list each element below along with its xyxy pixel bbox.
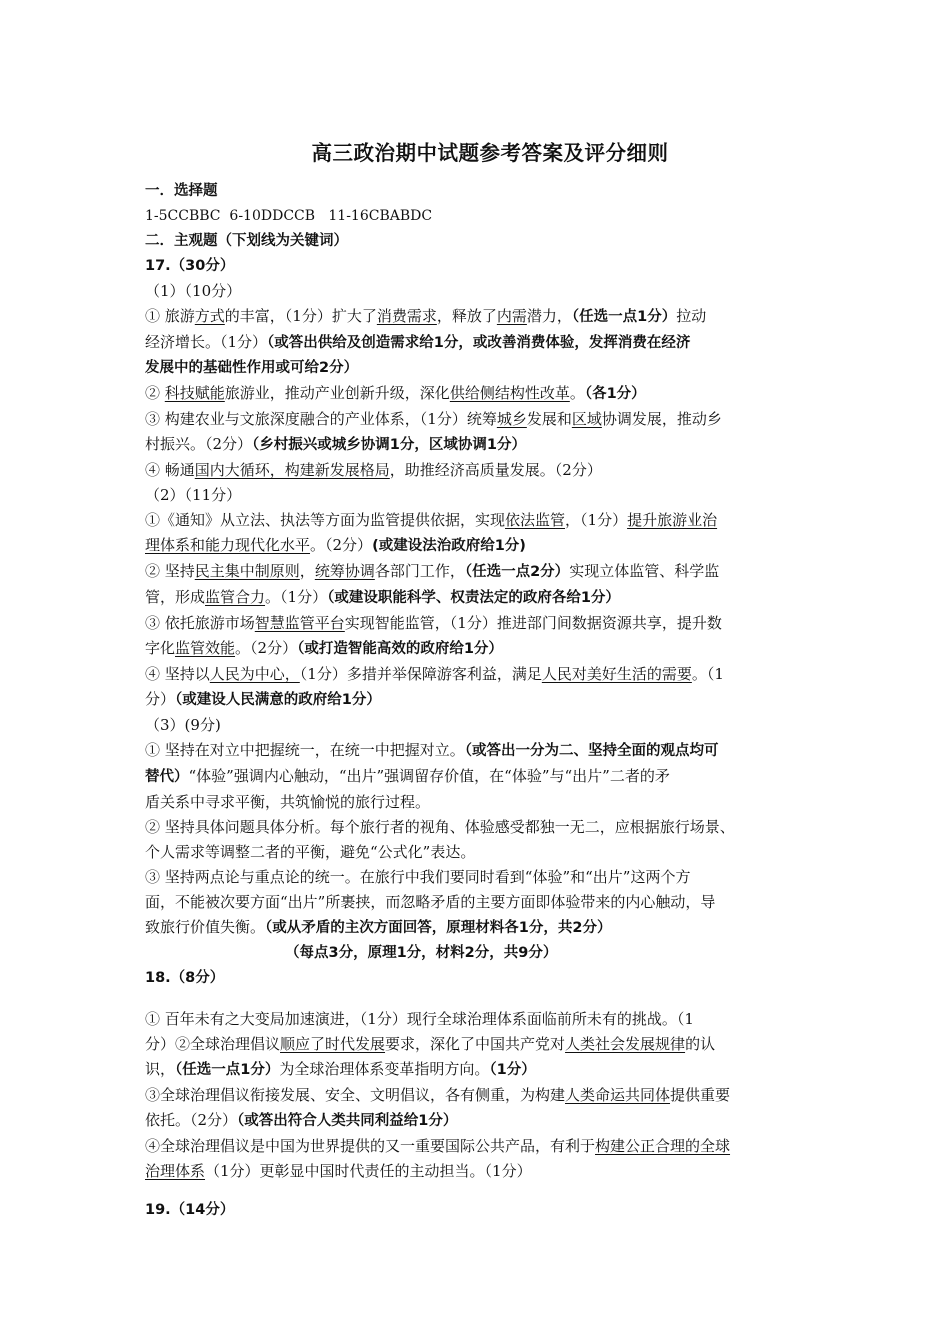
text: 。 [569,384,585,402]
keyword: 智慧监管平台 [254,614,345,632]
text: ① 旅游 [145,307,195,325]
q18-item3 [145,1134,805,1184]
text: 实现智能监管，（1分）推进部门间数据资源共享，提升数 [344,614,722,632]
text: ② 坚持 [145,562,195,580]
text: 盾关系中寻求平衡，共筑愉悦的旅行过程。 [145,793,431,811]
text: 拉动 [676,307,707,325]
spacer [145,991,805,1007]
text: （1分）更彰显中国时代责任的主动担当。（1分） [205,1162,532,1180]
text: ② [145,384,165,402]
keyword: 人类社会发展规律 [565,1035,686,1053]
text: 发展和 [526,410,572,428]
q17-part3-summary: （每点3分，原理1分，材料2分，共9分） [285,945,558,961]
scoring-note: （或从矛盾的主次方面回答，原理材料各1分，共2分） [265,920,612,936]
text: 面，不能被次要方面“出片”所裹挟，而忽略矛盾的主要方面即体验带来的内心触动，导 [145,893,716,911]
q19-heading: 19.（14分） [145,1202,235,1218]
q17-p3-item1 [145,738,805,815]
keyword: 城乡 [496,410,527,428]
text: ③ 依托旅游市场 [145,614,255,632]
text: 。（2分） [235,639,298,657]
keyword: 监管合力 [205,588,266,606]
keyword: 理体系和能力现代化水平 [145,536,311,554]
text: ，（1分） [565,511,628,529]
section-2-heading: 二．主观题（下划线为关键词） [145,233,348,249]
text: 识， [145,1060,176,1078]
scoring-note: 替代） [145,769,189,785]
text: 。（2分） [310,536,373,554]
keyword: 人民对美好生活的需要 [541,665,692,683]
text: ， [299,562,315,580]
keyword: 治理体系 [145,1162,206,1180]
text: 。（1 [691,665,724,683]
text: ③ 坚持两点论与重点论的统一。在旅行中我们要同时看到“体验”和“出片”这两个方 [145,868,691,886]
q17-p2-item2 [145,559,805,611]
text: 协调发展，推动乡 [601,410,722,428]
q17-p2-item1 [145,508,805,559]
q17-p3-item3 [145,865,805,941]
text: 分） [145,690,176,708]
text: ① 坚持在对立中把握统一，在统一中把握对立。 [145,741,465,759]
keyword: 监管效能 [175,639,236,657]
keyword: 国内大循环，构建新发展格局 [194,461,390,479]
scoring-note: （或答出一分为二、坚持全面的观点均可 [464,743,719,759]
scoring-note: （任选一点1分） [571,309,677,325]
text: ①《通知》从立法、执法等方面为监管提供依据，实现 [145,511,506,529]
text: 经济增长。（1分） [145,333,268,351]
q17-p3-item2 [145,815,805,865]
keyword: 方式 [194,307,225,325]
text: ③全球治理倡议衔接发展、安全、文明倡议，各有侧重，为构建 [145,1086,566,1104]
text: “体验”强调内心触动，“出片”强调留存价值，在“体验”与“出片”二者的矛 [188,767,670,785]
keyword: 构建公正合理的全球 [595,1137,731,1155]
keyword: 依法监管 [505,511,566,529]
text: 致旅行价值失衡。 [145,918,266,936]
keyword: 提升旅游业治 [627,511,718,529]
page-title: 高三政治期中试题参考答案及评分细则 [311,141,669,165]
text: ，助推经济高质量发展。（2分） [389,461,602,479]
text: ④ 畅通 [145,461,195,479]
scoring-note: （或打造智能高效的政府给1分） [297,641,503,657]
q18-item1 [145,1007,805,1083]
text: ④ 坚持以 [145,665,210,683]
q17-part3-label: （3）(9分) [145,716,221,734]
scoring-note: 发展中的基础性作用或可给2分） [145,360,359,376]
text: 管，形成 [145,588,206,606]
q17-p1-item1 [145,304,805,381]
text: ② 坚持具体问题具体分析。每个旅行者的视角、体验感受都独一无二，应根据旅行场景、 [145,818,735,836]
keyword: 内需 [496,307,527,325]
q18-heading: 18.（8分） [145,970,225,986]
text: 实现立体监管、科学监 [569,562,720,580]
scoring-note: (或建设法治政府给1分) [372,538,526,554]
text: 。（1分） [265,588,328,606]
keyword: 顺应了时代发展 [280,1035,386,1053]
text: 的认 [685,1035,716,1053]
text: 的丰富，（1分）扩大了 [224,307,377,325]
text: 要求，深化了中国共产党对 [385,1035,566,1053]
keyword: 民主集中制原则 [194,562,300,580]
text: 依托。（2分） [145,1111,238,1129]
keyword: 人民为中心， [209,665,300,683]
choice-answers: 1-5CCBBC 6-10DDCCB 11-16CBABDC [145,208,433,224]
q17-part2-label: （2）（11分） [145,486,242,504]
text: 分）②全球治理倡议 [145,1035,281,1053]
keyword: 区域 [571,410,602,428]
q17-part1-label: （1）（10分） [145,282,242,300]
text: 村振兴。（2分） [145,435,253,453]
keyword: 科技赋能 [164,384,225,402]
scoring-note: （任选一点1分） [175,1062,280,1078]
text: 旅游业，推动产业创新升级，深化 [224,384,450,402]
keyword: 人类命运共同体 [565,1086,671,1104]
text: 字化 [145,639,176,657]
q17-p1-item3 [145,407,805,458]
text: ，释放了 [436,307,497,325]
scoring-note: （或答出供给及创造需求给1分，或改善消费体验，发挥消费在经济 [267,335,691,351]
text: 各部门工作， [374,562,465,580]
q17-p2-item3 [145,611,805,662]
q18-item2 [145,1083,805,1134]
text: ③ 构建农业与文旅深度融合的产业体系，（1分）统筹 [145,410,497,428]
scoring-note: （1分） [489,1062,536,1078]
text: （1分）多措并举保障游客利益，满足 [299,665,542,683]
text: 提供重要 [670,1086,731,1104]
q17-heading: 17.（30分） [145,258,235,274]
scoring-note: （或答出符合人类共同利益给1分） [237,1113,458,1129]
scoring-note: （乡村振兴或城乡协调1分，区域协调1分） [252,437,526,453]
text: ④全球治理倡议是中国为世界提供的又一重要国际公共产品，有利于 [145,1137,596,1155]
scoring-note: （或建设职能科学、权责法定的政府各给1分） [327,590,620,606]
section-1-heading: 一．选择题 [145,183,218,199]
q17-p1-item4 [145,458,805,483]
text: 潜力， [526,307,572,325]
scoring-note: （或建设人民满意的政府给1分） [175,692,381,708]
keyword: 消费需求 [376,307,437,325]
keyword: 统筹协调 [314,562,375,580]
keyword: 供给侧结构性改革 [449,384,570,402]
q17-p2-item4 [145,662,805,713]
text: ① 百年未有之大变局加速演进，（1分）现行全球治理体系面临前所未有的挑战。（1 [145,1010,694,1028]
q17-p1-item2 [145,381,805,407]
answer-document [145,136,805,1223]
scoring-note: （任选一点2分） [464,564,570,580]
scoring-note: （各1分） [584,386,646,402]
text: 个人需求等调整二者的平衡，避免“公式化”表达。 [145,843,476,861]
text: 为全球治理体系变革指明方向。 [279,1060,490,1078]
spacer [145,1184,805,1198]
